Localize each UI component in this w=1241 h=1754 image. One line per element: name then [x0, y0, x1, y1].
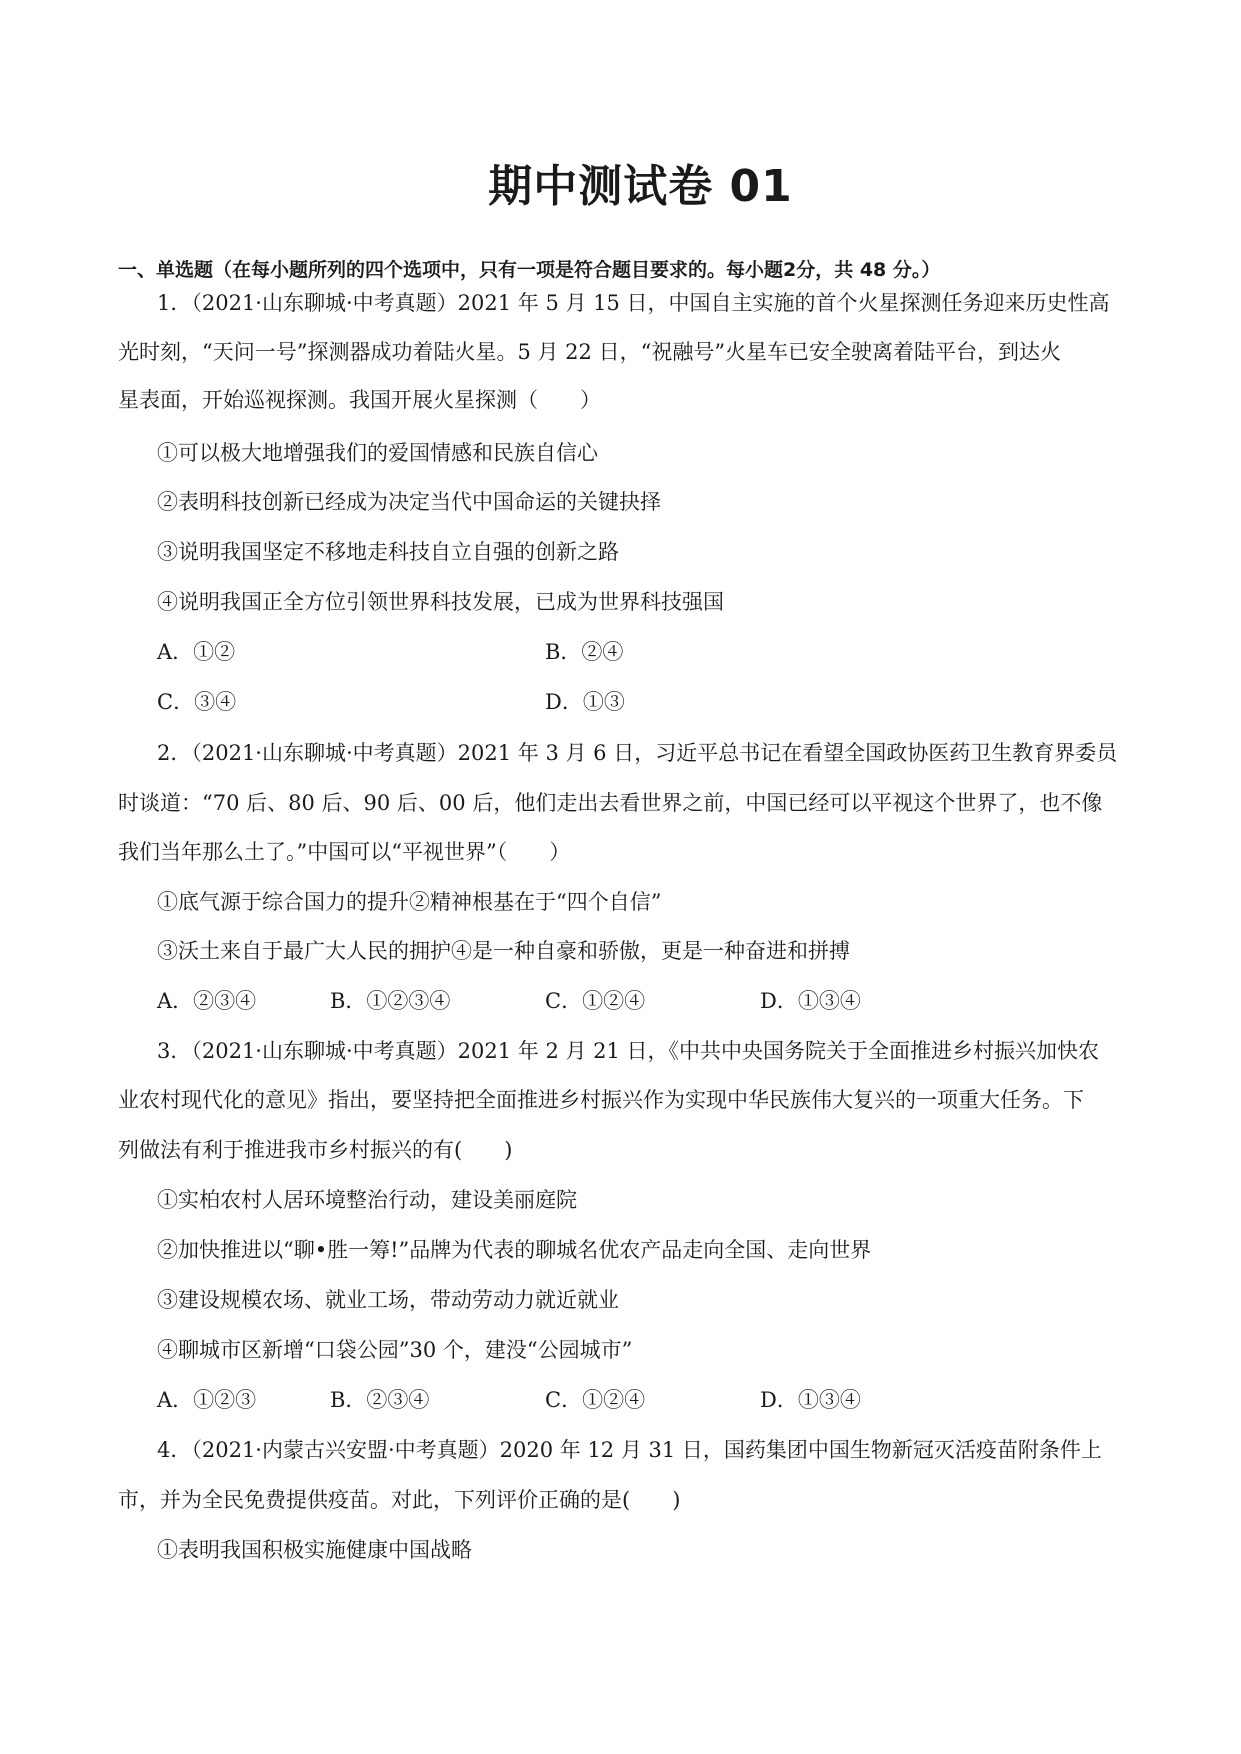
question-1-statement-1: ①可以极大地增强我们的爱国情感和民族自信心: [157, 441, 598, 465]
section-heading: 一、单选题（在每小题所列的四个选项中，只有一项是符合题目要求的。每小题2分，共 48 分。）: [118, 259, 941, 281]
question-3-statement-2: ②加快推进以“聊•胜一筹!”品牌为代表的聊城名优农产品走向全国、走向世界: [157, 1238, 872, 1262]
question-1-choice-c: C．③④: [157, 690, 237, 714]
question-1-choice-b: B．②④: [545, 640, 624, 664]
page-title: 期中测试卷 01: [488, 161, 793, 212]
question-3-line-2: 业农村现代化的意见》指出，要坚持把全面推进乡村振兴作为实现中华民族伟大复兴的一项重大任务。下: [118, 1088, 1084, 1112]
question-2-choice-b: B．①②③④: [330, 989, 451, 1013]
question-3-choice-b: B．②③④: [330, 1388, 430, 1412]
question-2-choice-d: D．①③④: [760, 989, 861, 1013]
question-2-line-2: 时谈道：“70 后、80 后、90 后、00 后，他们走出去看世界之前，中国已经可以平视这个世界了，也不像: [118, 791, 1103, 815]
question-2-choice-a: A．②③④: [157, 989, 257, 1013]
question-3-line-1: 3．（2021·山东聊城·中考真题）2021 年 2 月 21 日，《中共中央国务院关于全面推进乡村振兴加快农: [157, 1039, 1100, 1063]
question-2-line-1: 2．（2021·山东聊城·中考真题）2021 年 3 月 6 日，习近平总书记在看望全国政协医药卫生教育界委员: [157, 741, 1118, 765]
question-3-statement-3: ③建设规模农场、就业工场，带动劳动力就近就业: [157, 1288, 619, 1312]
question-1-statement-2: ②表明科技创新已经成为决定当代中国命运的关键抉择: [157, 490, 661, 514]
question-4-statement-1: ①表明我国积极实施健康中国战略: [157, 1538, 472, 1562]
question-4-line-1: 4．（2021·内蒙古兴安盟·中考真题）2020 年 12 月 31 日，国药集团中国生物新冠灭活疫苗附条件上: [157, 1438, 1102, 1462]
question-2-statement-2: ③沃土来自于最广大人民的拥护④是一种自豪和骄傲，更是一种奋进和拼搏: [157, 939, 850, 963]
question-1-line-3: 星表面，开始巡视探测。我国开展火星探测（ ）: [118, 388, 601, 412]
question-3-choice-a: A．①②③: [157, 1388, 257, 1412]
question-3-line-3: 列做法有利于推进我市乡村振兴的有( ): [118, 1138, 513, 1162]
question-3-statement-1: ①实柏农村人居环境整治行动，建设美丽庭院: [157, 1188, 577, 1212]
question-2-statement-1: ①底气源于综合国力的提升②精神根基在于“四个自信”: [157, 890, 662, 914]
question-2-choice-c: C．①②④: [545, 989, 646, 1013]
question-3-choice-d: D．①③④: [760, 1388, 861, 1412]
question-3-statement-4: ④聊城市区新增“口袋公园”30 个，建没“公园城市”: [157, 1338, 633, 1362]
question-3-choice-c: C．①②④: [545, 1388, 646, 1412]
question-1-choice-d: D．①③: [545, 690, 625, 714]
question-1-statement-4: ④说明我国正全方位引领世界科技发展，已成为世界科技强国: [157, 590, 724, 614]
question-1-choice-a: A．①②: [157, 640, 236, 664]
question-4-line-2: 市，并为全民免费提供疫苗。对此，下列评价正确的是( ): [118, 1488, 681, 1512]
question-2-line-3: 我们当年那么土了。”中国可以“平视世界”（ ）: [118, 840, 571, 864]
question-1-statement-3: ③说明我国坚定不移地走科技自立自强的创新之路: [157, 540, 619, 564]
question-1-line-2: 光时刻，“天问一号”探测器成功着陆火星。5 月 22 日，“祝融号”火星车已安全驶离着陆平台，到达火: [118, 340, 1062, 364]
question-1-line-1: 1．（2021·山东聊城·中考真题）2021 年 5 月 15 日，中国自主实施的首个火星探测任务迎来历史性高: [157, 291, 1110, 315]
